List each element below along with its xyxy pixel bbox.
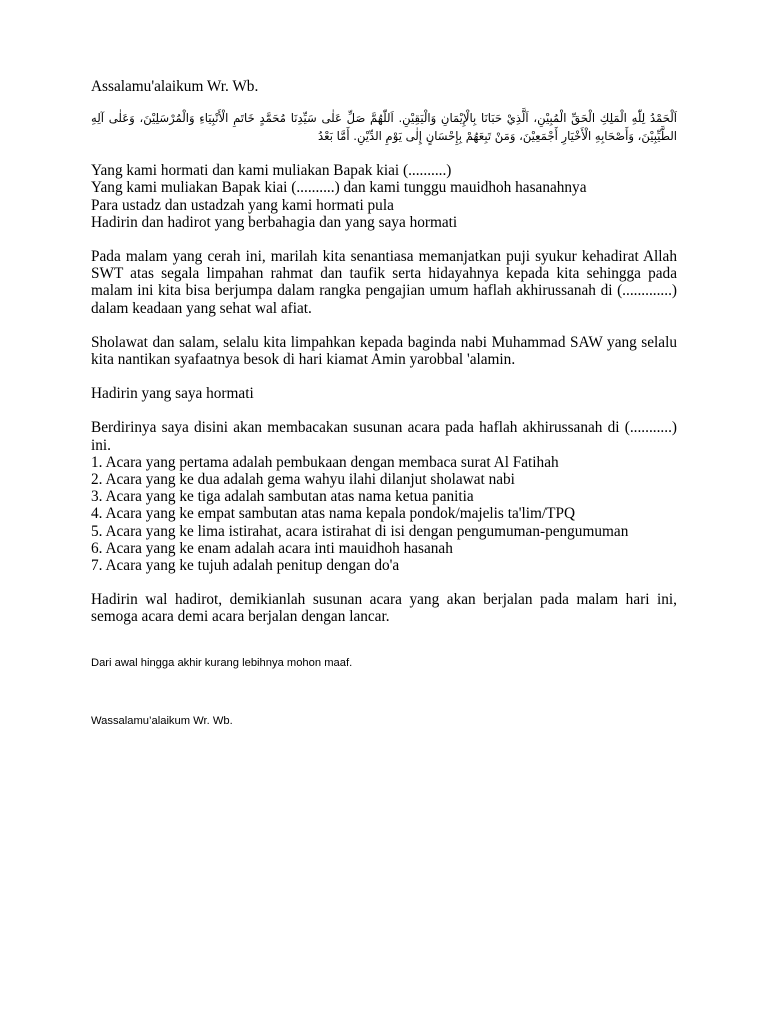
honorific-line: Yang kami muliakan Bapak kiai (..........) dan kami tunggu mauidhoh hasanahnya [91, 179, 587, 197]
address-audience: Hadirin yang saya hormati [91, 385, 254, 403]
program-item: 5. Acara yang ke lima istirahat, acara istirahat di isi dengan pengumuman-pengumuman [91, 522, 629, 540]
paragraph-intro-program: Berdirinya saya disini akan membacakan susunan acara pada haflah akhirussanah di (...........) ini. [91, 419, 677, 454]
honorifics-block [91, 162, 677, 231]
program-item: 7. Acara yang ke tujuh adalah penitup dengan do'a [91, 557, 400, 575]
honorific-line: Para ustadz dan ustadzah yang kami hormati pula [91, 196, 394, 214]
honorific-line: Hadirin dan hadirot yang berbahagia dan yang saya hormati [91, 213, 458, 231]
paragraph-sholawat: Sholawat dan salam, selalu kita limpahkan kepada baginda nabi Muhammad SAW yang selalu kita nantikan syafaatnya besok di hari kiamat Amin yarobbal 'alamin. [91, 333, 677, 369]
program-list [91, 454, 677, 574]
program-item: 3. Acara yang ke tiga adalah sambutan atas nama ketua panitia [91, 488, 474, 506]
program-item: 6. Acara yang ke enam adalah acara inti mauidhoh hasanah [91, 539, 453, 557]
honorific-line: Yang kami hormati dan kami muliakan Bapak kiai (..........) [91, 162, 452, 180]
closing-greeting: Wassalamu’alaikum Wr. Wb. [91, 714, 233, 727]
paragraph-closing: Hadirin wal hadirot, demikianlah susunan acara yang akan berjalan pada malam hari ini, semoga acara demi acara berjalan dengan lancar. [91, 591, 677, 626]
paragraph-gratitude: Pada malam yang cerah ini, marilah kita senantiasa memanjatkan puji syukur kehadirat Allah SWT atas segala limpahan rahmat dan taufik serta hidayahnya kepada kita sehingga pada malam ini kita bisa berjumpa dalam rangka pengajian umum haflah akhirussanah di (.............) dalam keadaan yang sehat wal afiat. [91, 248, 677, 317]
opening-greeting: Assalamu'alaikum Wr. Wb. [91, 78, 259, 95]
program-item: 4. Acara yang ke empat sambutan atas nama kepala pondok/majelis ta'lim/TPQ [91, 505, 576, 523]
arabic-praise: اَلْحَمْدُ لِلّٰهِ الْمَلِكِ الْحَقِّ الْمُبِيْنِ، اَلَّذِيْ حَبَانَا بِالْإِيْمَانِ وَالْيَقِيْنِ. اَللّٰهُمَّ صَلِّ عَلٰى سَيِّدِنَا مُحَمَّدٍ خَاتَمِ الْأَنْبِيَاءِ وَالْمُرْسَلِيْنَ، وَعَلٰى آلِهِ الطَّيِّبِيْنَ، وَأَصْحَابِهِ الْأَخْيَارِ أَجْمَعِيْنَ، وَمَنْ تَبِعَهُمْ بِإِحْسَانٍ إِلٰى يَوْمِ الدِّيْنِ. أَمَّا بَعْدُ [91, 111, 677, 144]
program-item: 1. Acara yang pertama adalah pembukaan dengan membaca surat Al Fatihah [91, 453, 559, 471]
document-page [91, 78, 677, 728]
program-item: 2. Acara yang ke dua adalah gema wahyu ilahi dilanjut sholawat nabi [91, 471, 515, 489]
apology-line: Dari awal hingga akhir kurang lebihnya mohon maaf. [91, 656, 353, 669]
